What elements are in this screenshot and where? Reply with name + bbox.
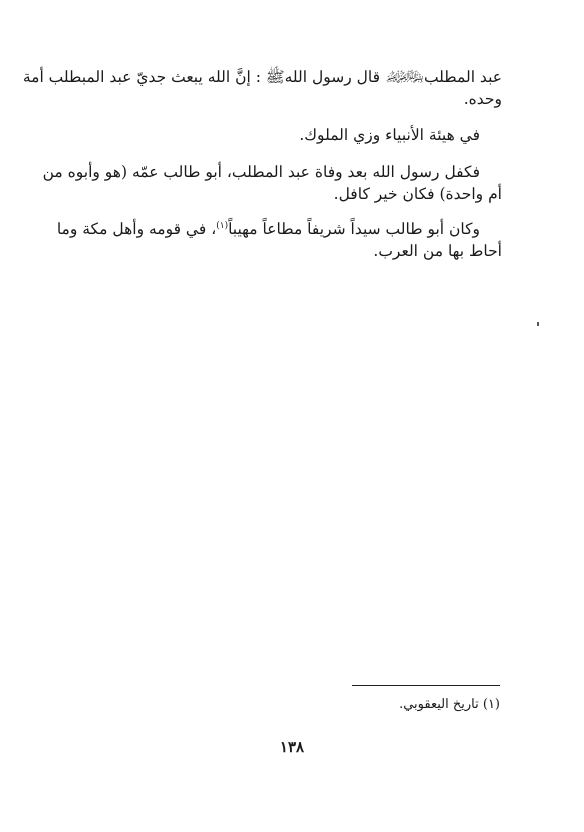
paragraph-4-line-2: أحاط بها من العرب. xyxy=(373,242,502,260)
paragraph-3-line-2: أم واحدة) فكان خير كافل. xyxy=(333,185,502,203)
paragraph-3-line-1: فكفل رسول الله بعد وفاة عبد المطلب، أبو طالب عمّه (هو وأبوه من xyxy=(42,163,480,181)
paragraph-4-text-before-ref: وكان أبو طالب سيداً شريفاً مطاعاً مهيباً xyxy=(228,220,480,238)
paragraph-2 xyxy=(72,124,502,146)
footnote-reference: (١) xyxy=(216,220,229,231)
paragraph-1 xyxy=(22,66,502,110)
footnote-1: (١) تاريخ اليعقوبي. xyxy=(399,697,500,712)
footnote-divider xyxy=(352,685,500,686)
scan-speck xyxy=(537,322,539,326)
paragraph-1-line-1: عبد المطلب﷽ قال رسول اللهﷺ : إنَّ الله يبعث جديّ عبد المبطلب أمة xyxy=(22,68,502,86)
paragraph-4 xyxy=(56,218,502,262)
paragraph-2-line-1: في هيئة الأنبياء وزي الملوك. xyxy=(299,126,480,144)
paragraph-3 xyxy=(42,161,502,205)
paragraph-1-line-2: وحده. xyxy=(463,90,502,108)
page-number: ١٣٨ xyxy=(279,738,305,756)
paragraph-4-text-after-ref: ، في قومه وأهل مكة وما xyxy=(56,220,217,238)
paragraph-4-line-1 xyxy=(56,218,502,240)
